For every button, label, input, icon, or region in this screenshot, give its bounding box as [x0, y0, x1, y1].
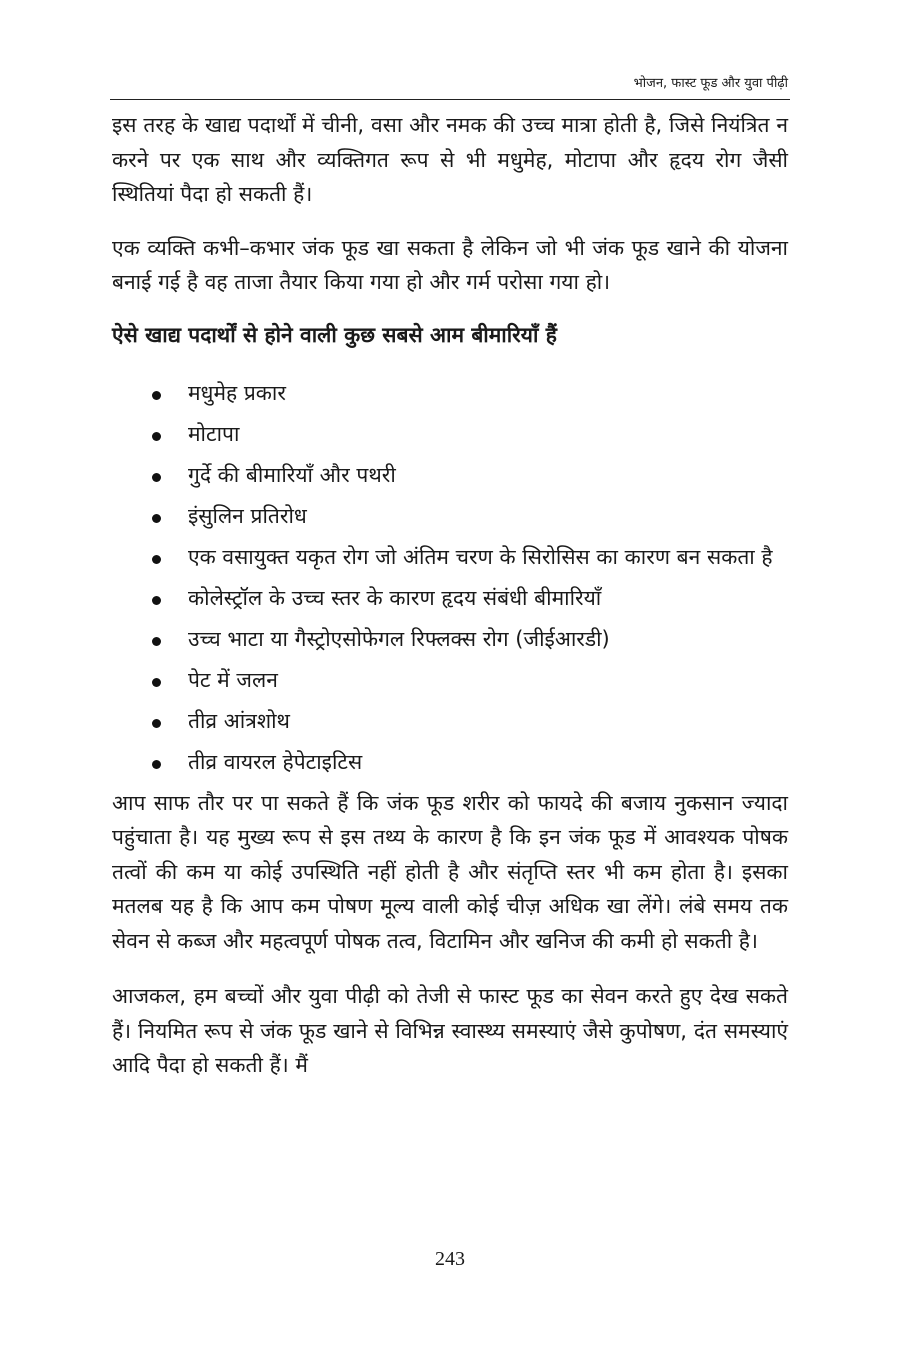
list-item-text: कोलेस्ट्रॉल के उच्च स्तर के कारण हृदय संबंधी बीमारियाँ [188, 585, 602, 610]
header-rule [110, 99, 790, 100]
list-item-text: तीव्र आंत्रशोथ [188, 708, 290, 733]
bullet-icon [152, 432, 161, 441]
page-number: 243 [435, 1248, 465, 1270]
list-item-text: तीव्र वायरल हेपेटाइटिस [188, 749, 363, 774]
list-item [112, 704, 788, 738]
page-content [112, 108, 788, 1083]
list-item-text: मधुमेह प्रकार [188, 380, 286, 405]
bullet-icon [152, 760, 161, 769]
list-item [112, 417, 788, 451]
list-item [112, 376, 788, 410]
list-item-text: उच्च भाटा या गैस्ट्रोएसोफेगल रिफ्लक्स रोग (जीईआरडी) [188, 626, 610, 651]
paragraph-2: एक व्यक्ति कभी–कभार जंक फूड खा सकता है लेकिन जो भी जंक फूड खाने की योजना बनाई गई है वह ताजा तैयार किया गया हो और गर्म परोसा गया हो। [112, 235, 788, 294]
list-item [112, 745, 788, 779]
list-item [112, 581, 788, 615]
bullet-icon [152, 637, 161, 646]
bullet-icon [152, 596, 161, 605]
bullet-icon [152, 514, 161, 523]
bullet-icon [152, 678, 161, 687]
list-item-text: पेट में जलन [188, 667, 278, 692]
list-item [112, 663, 788, 697]
list-item-text: मोटापा [188, 421, 240, 446]
list-item [112, 622, 788, 656]
disease-list [112, 376, 788, 779]
bullet-icon [152, 719, 161, 728]
paragraph-3: आप साफ तौर पर पा सकते हैं कि जंक फूड शरीर को फायदे की बजाय नुकसान ज्यादा पहुंचाता है। यह मुख्य रूप से इस तथ्य के कारण है कि इन जंक फूड में आवश्यक पोषक तत्वों की कम या कोई उपस्थिति नहीं होती है और संतृप्ति स्तर भी कम होता है। इसका मतलब यह है कि आप कम पोषण मूल्य वाली कोई चीज़ अधिक खा लेंगे। लंबे समय तक सेवन से कब्ज और महत्वपूर्ण पोषक तत्व, विटामिन और खनिज की कमी हो सकती है। [112, 790, 788, 953]
bullet-icon [152, 473, 161, 482]
running-header: भोजन, फास्ट फूड और युवा पीढ़ी [633, 76, 788, 91]
bullet-icon [152, 391, 161, 400]
list-item-text: इंसुलिन प्रतिरोध [188, 503, 307, 528]
list-item [112, 540, 788, 574]
list-item-text: गुर्दे की बीमारियाँ और पथरी [188, 462, 396, 487]
list-item-text: एक वसायुक्त यकृत रोग जो अंतिम चरण के सिरोसिस का कारण बन सकता है [188, 544, 773, 569]
list-item [112, 458, 788, 492]
bullet-icon [152, 555, 161, 564]
section-heading: ऐसे खाद्य पदार्थों से होने वाली कुछ सबसे आम बीमारियाँ हैं [112, 322, 557, 347]
paragraph-4: आजकल, हम बच्चों और युवा पीढ़ी को तेजी से फास्ट फूड का सेवन करते हुए देख सकते हैं। नियमित रूप से जंक फूड खाने से विभिन्न स्वास्थ्य समस्याएं जैसे कुपोषण, दंत समस्याएं आदि पैदा हो सकती हैं। मैं [112, 984, 788, 1077]
paragraph-1: इस तरह के खाद्य पदार्थों में चीनी, वसा और नमक की उच्च मात्रा होती है, जिसे नियंत्रित न करने पर एक साथ और व्यक्तिगत रूप से भी मधुमेह, मोटापा और हृदय रोग जैसी स्थितियां पैदा हो सकती हैं। [112, 113, 788, 206]
list-item [112, 499, 788, 533]
